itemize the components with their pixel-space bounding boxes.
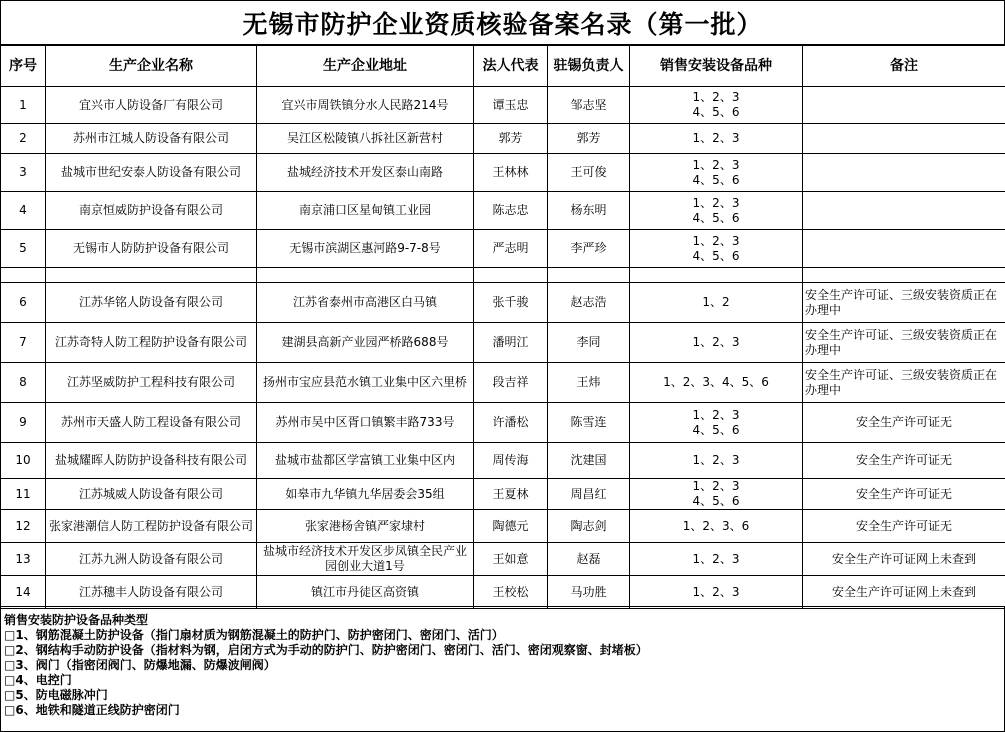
legal-representative: 许潘松	[474, 403, 548, 443]
header-codes: 销售安装设备品种	[630, 46, 803, 87]
company-address: 盐城市盐都区学富镇工业集中区内	[257, 443, 474, 479]
spacer-cell	[46, 268, 257, 283]
equipment-codes	[630, 283, 803, 323]
remark: 安全生产许可证网上未查到	[803, 543, 1005, 576]
company-name: 江苏坚威防护工程科技有限公司	[46, 363, 257, 403]
equipment-codes	[630, 479, 803, 510]
local-manager: 王炜	[548, 363, 630, 403]
remark: 安全生产许可证网上未查到	[803, 576, 1005, 609]
company-address: 张家港杨舍镇严家埭村	[257, 510, 474, 543]
equipment-codes	[630, 576, 803, 609]
company-name: 江苏九洲人防设备有限公司	[46, 543, 257, 576]
header-row	[1, 46, 1005, 87]
row-no: 1	[1, 87, 46, 124]
header-legal: 法人代表	[474, 46, 548, 87]
header-address: 生产企业地址	[257, 46, 474, 87]
legal-representative: 王夏林	[474, 479, 548, 510]
registry-table	[0, 45, 1005, 609]
equipment-code-line: 1、2、3	[692, 453, 740, 467]
local-manager: 王可俊	[548, 154, 630, 192]
local-manager: 陈雪连	[548, 403, 630, 443]
equipment-codes	[630, 323, 803, 363]
local-manager: 沈建国	[548, 443, 630, 479]
spacer-cell	[803, 268, 1005, 283]
equipment-code-line: 1、2、3	[692, 407, 740, 422]
remark: 安全生产许可证、三级安装资质正在办理中	[803, 323, 1005, 363]
equipment-codes	[630, 443, 803, 479]
company-name: 江苏城威人防设备有限公司	[46, 479, 257, 510]
table-row	[1, 403, 1005, 443]
legal-representative: 王校松	[474, 576, 548, 609]
local-manager: 赵磊	[548, 543, 630, 576]
row-no: 7	[1, 323, 46, 363]
local-manager: 李严珍	[548, 230, 630, 268]
legal-representative: 周传海	[474, 443, 548, 479]
company-address: 宜兴市周铁镇分水人民路214号	[257, 87, 474, 124]
company-address: 苏州市吴中区胥口镇繁丰路733号	[257, 403, 474, 443]
equipment-codes	[630, 154, 803, 192]
spacer-cell	[630, 268, 803, 283]
row-no: 8	[1, 363, 46, 403]
legal-representative: 张千骏	[474, 283, 548, 323]
row-no: 6	[1, 283, 46, 323]
equipment-code-line: 1、2、3	[692, 131, 740, 145]
company-address: 盐城经济技术开发区泰山南路	[257, 154, 474, 192]
equipment-code-line: 1、2、3	[692, 195, 740, 210]
company-address: 镇江市丹徒区高资镇	[257, 576, 474, 609]
legend-item: □3、阀门（指密闭阀门、防爆地漏、防爆波闸阀）	[4, 658, 276, 672]
equipment-code-line: 1、2、3	[692, 479, 740, 493]
equipment-code-line: 4、5、6	[692, 494, 740, 508]
row-no: 14	[1, 576, 46, 609]
table-row	[1, 576, 1005, 609]
page-title: 无锡市防护企业资质核验备案名录（第一批）	[0, 0, 1005, 45]
spacer-cell	[1, 268, 46, 283]
company-name: 南京恒威防护设备有限公司	[46, 192, 257, 230]
company-address: 吴江区松陵镇八拆社区新营村	[257, 124, 474, 154]
company-name: 苏州市天盛人防工程设备有限公司	[46, 403, 257, 443]
row-no: 12	[1, 510, 46, 543]
row-no: 3	[1, 154, 46, 192]
table-row	[1, 230, 1005, 268]
company-name: 江苏穗丰人防设备有限公司	[46, 576, 257, 609]
remark	[803, 230, 1005, 268]
legal-representative: 潘明江	[474, 323, 548, 363]
legal-representative: 严志明	[474, 230, 548, 268]
remark	[803, 154, 1005, 192]
remark	[803, 124, 1005, 154]
spacer-row	[1, 268, 1005, 283]
table-row	[1, 283, 1005, 323]
legend-item: □6、地铁和隧道正线防护密闭门	[4, 703, 180, 717]
company-address: 扬州市宝应县范水镇工业集中区六里桥	[257, 363, 474, 403]
table-row	[1, 479, 1005, 510]
table-row	[1, 510, 1005, 543]
row-no: 11	[1, 479, 46, 510]
legal-representative: 谭玉忠	[474, 87, 548, 124]
equipment-code-line: 1、2、3	[692, 157, 740, 172]
table-row	[1, 192, 1005, 230]
equipment-code-line: 1、2、3	[692, 551, 740, 566]
equipment-code-line: 4、5、6	[692, 422, 740, 437]
equipment-codes	[630, 230, 803, 268]
company-address: 如皋市九华镇九华居委会35组	[257, 479, 474, 510]
legal-representative: 陈志忠	[474, 192, 548, 230]
legend-item: □4、电控门	[4, 673, 72, 687]
local-manager: 赵志浩	[548, 283, 630, 323]
row-no: 10	[1, 443, 46, 479]
local-manager: 郭芳	[548, 124, 630, 154]
company-address: 江苏省泰州市高港区白马镇	[257, 283, 474, 323]
company-name: 盐城市世纪安泰人防设备有限公司	[46, 154, 257, 192]
company-name: 张家港潮信人防工程防护设备有限公司	[46, 510, 257, 543]
legend-heading: 销售安装防护设备品种类型	[4, 613, 149, 627]
table-row	[1, 443, 1005, 479]
remark: 安全生产许可证、三级安装资质正在办理中	[803, 283, 1005, 323]
equipment-codes	[630, 543, 803, 576]
legal-representative: 王林林	[474, 154, 548, 192]
company-address: 南京浦口区星甸镇工业园	[257, 192, 474, 230]
remark: 安全生产许可证、三级安装资质正在办理中	[803, 363, 1005, 403]
equipment-code-line: 4、5、6	[692, 248, 740, 263]
table-row	[1, 124, 1005, 154]
equipment-codes	[630, 403, 803, 443]
row-no: 5	[1, 230, 46, 268]
company-name: 宜兴市人防设备厂有限公司	[46, 87, 257, 124]
company-address: 盐城市经济技术开发区步凤镇全民产业园创业大道1号	[257, 543, 474, 576]
equipment-type-legend	[0, 606, 1005, 732]
equipment-code-line: 4、5、6	[692, 105, 740, 119]
local-manager: 邹志坚	[548, 87, 630, 124]
table-row	[1, 543, 1005, 576]
equipment-codes	[630, 192, 803, 230]
equipment-code-line: 1、2、3	[692, 90, 740, 104]
equipment-code-line: 1、2	[702, 295, 730, 309]
legend-item: □5、防电磁脉冲门	[4, 688, 108, 702]
legal-representative: 王如意	[474, 543, 548, 576]
company-address: 无锡市滨湖区惠河路9-7-8号	[257, 230, 474, 268]
company-name: 苏州市江城人防设备有限公司	[46, 124, 257, 154]
company-name: 无锡市人防防护设备有限公司	[46, 230, 257, 268]
legend-item: □1、钢筋混凝土防护设备（指门扇材质为钢筋混凝土的防护门、防护密闭门、密闭门、活门）	[4, 628, 504, 642]
equipment-code-line: 1、2、3、6	[682, 518, 750, 533]
spacer-cell	[548, 268, 630, 283]
table-row	[1, 154, 1005, 192]
table-row	[1, 323, 1005, 363]
table-row	[1, 87, 1005, 124]
local-manager: 李同	[548, 323, 630, 363]
legal-representative: 段吉祥	[474, 363, 548, 403]
equipment-code-line: 1、2、3、4、5、6	[663, 375, 769, 389]
company-address: 建湖县高新产业园严桥路688号	[257, 323, 474, 363]
row-no: 4	[1, 192, 46, 230]
remark: 安全生产许可证无	[803, 510, 1005, 543]
remark	[803, 87, 1005, 124]
row-no: 13	[1, 543, 46, 576]
header-company: 生产企业名称	[46, 46, 257, 87]
table-row	[1, 363, 1005, 403]
header-local: 驻锡负责人	[548, 46, 630, 87]
equipment-code-line: 1、2、3	[692, 335, 740, 349]
equipment-code-line: 1、2、3	[692, 584, 740, 599]
company-name: 盐城耀晖人防防护设备科技有限公司	[46, 443, 257, 479]
legend-item: □2、钢结构手动防护设备（指材料为钢，启闭方式为手动的防护门、防护密闭门、密闭门、活门、密闭观察窗、封堵板）	[4, 643, 648, 657]
row-no: 2	[1, 124, 46, 154]
local-manager: 陶志剑	[548, 510, 630, 543]
row-no: 9	[1, 403, 46, 443]
company-name: 江苏华铭人防设备有限公司	[46, 283, 257, 323]
equipment-code-line: 4、5、6	[692, 210, 740, 225]
local-manager: 马功胜	[548, 576, 630, 609]
legal-representative: 郭芳	[474, 124, 548, 154]
remark: 安全生产许可证无	[803, 403, 1005, 443]
equipment-code-line: 1、2、3	[692, 233, 740, 248]
company-name: 江苏奇特人防工程防护设备有限公司	[46, 323, 257, 363]
equipment-code-line: 4、5、6	[692, 172, 740, 187]
local-manager: 杨东明	[548, 192, 630, 230]
equipment-codes	[630, 124, 803, 154]
equipment-codes	[630, 363, 803, 403]
spacer-cell	[474, 268, 548, 283]
header-no: 序号	[1, 46, 46, 87]
equipment-codes	[630, 510, 803, 543]
local-manager: 周昌红	[548, 479, 630, 510]
remark: 安全生产许可证无	[803, 443, 1005, 479]
equipment-codes	[630, 87, 803, 124]
spacer-cell	[257, 268, 474, 283]
remark	[803, 192, 1005, 230]
remark: 安全生产许可证无	[803, 479, 1005, 510]
header-remark: 备注	[803, 46, 1005, 87]
legal-representative: 陶德元	[474, 510, 548, 543]
